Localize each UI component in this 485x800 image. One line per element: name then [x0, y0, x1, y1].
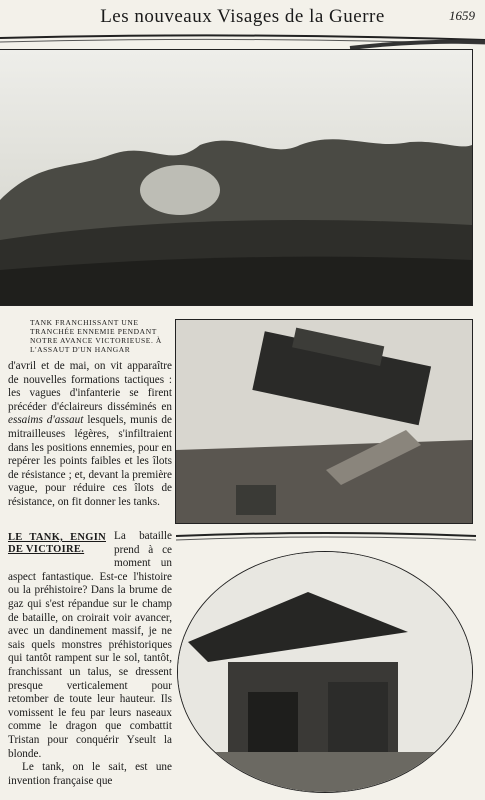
tank-trench-illustration [176, 320, 472, 523]
tank-hangar-photo [178, 552, 472, 792]
page-number: 1659 [449, 8, 475, 23]
section-heading: LE TANK, ENGIN DE VICTOIRE. [8, 532, 106, 555]
article-text [8, 360, 172, 510]
battlefield-illustration [0, 50, 472, 305]
tank-trench-photo [176, 320, 472, 523]
last-paragraph: Le tank, on le sait, est une invention française que [8, 761, 172, 787]
page-title: Les nouveaux Visages de la Guerre [100, 6, 385, 27]
section-paragraph: La bataille prend à ce moment un aspect fantastique. Est-ce l'histoire ou la préhistoire? Dans la brume de gaz qui s'est répandue sur le champ de bataille, on croirait voir avancer, avec un dandinement massif, je ne sais quels monstres préhistoriques qui tantôt rampent sur le sol, tantôt, franchissant un talus, se dressent presque verticalement pour retomber de toute leur hauteur. Ils vomissent le feu par leurs naseaux comme le dragon que combattit Tristan pour conquérir Yseult la blonde. [8, 530, 172, 760]
battlefield-photo [0, 50, 472, 305]
section-block [8, 530, 172, 788]
separator-decoration [176, 527, 476, 545]
photo-caption: TANK FRANCHISSANT UNE TRANCHÉE ENNEMIE PENDANT NOTRE AVANCE VICTORIEUSE. À L'ASSAUT D'UN HANGAR [30, 318, 162, 354]
tank-hangar-illustration [178, 552, 472, 792]
intro-paragraph: d'avril et de mai, on vit apparaître de nouvelles formations tactiques : les vagues d'infanterie se firent précéder d'éclaireurs disséminés en essaims d'assaut lesquels, munis de mitrailleuses légères, s'infiltraient dans les positions ennemies, pour en repérer les points faibles et les îlots de résistance ; et, devant la première vague, pour réduire ces îlots de résistance, on fit donner les tanks. [8, 360, 172, 508]
